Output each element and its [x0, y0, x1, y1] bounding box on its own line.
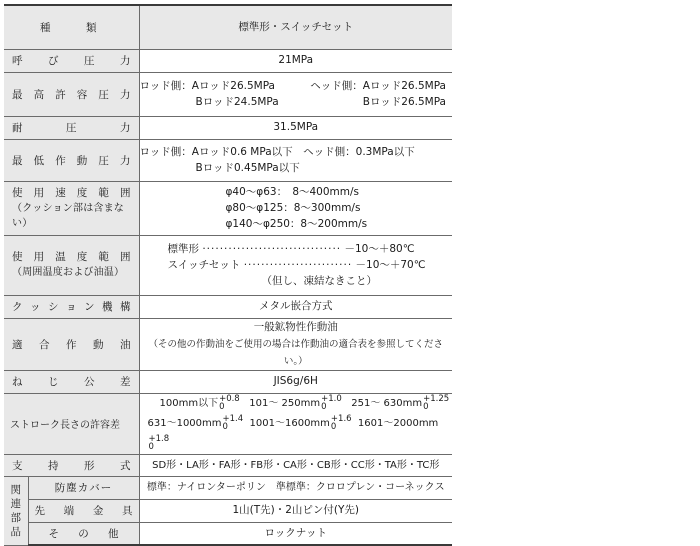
- text-header-label-0: 種: [40, 21, 51, 34]
- thread-tolerance-value: JIS6g/6H: [139, 370, 452, 393]
- text-rows-stroke-items-1-range: 101～ 250mm: [249, 397, 321, 409]
- text-rows-temp-note: （但し、凍結なきこと）: [261, 275, 377, 287]
- text-rows-thread-label-1: じ: [48, 376, 59, 388]
- speed-range-value: [139, 181, 452, 235]
- text-rows-min-op-label-3: 動: [76, 154, 88, 167]
- text-rows-max-allow-line1-a: ロッド側：Aロッド26.5MPa: [139, 80, 275, 92]
- text-rows-speed-sublabel: （クッション部は含まない）: [12, 202, 124, 229]
- text-rows-related-label-1: 連: [10, 497, 21, 510]
- text-rows-stroke-items-1-minus: 0: [321, 401, 327, 412]
- text-rows-nominal-label-1: び: [48, 55, 59, 67]
- text-rows-max-allow-label-1: 高: [33, 88, 45, 101]
- fluid-value: [139, 318, 452, 370]
- text-rows-fluid-note: （その他の作動油をご使用の場合は作動油の適合表を参照してください。）: [148, 338, 443, 367]
- row-min-operating-pressure: [4, 139, 452, 181]
- text-rows-cushion-label-1: ッ: [30, 301, 41, 313]
- stroke-tolerance-value: [139, 393, 452, 454]
- text-rows-related-other-label-0: そ: [48, 527, 59, 540]
- text-rows-nominal-label-0: 呼: [12, 55, 23, 67]
- header-label: [4, 5, 139, 49]
- text-rows-speed-lines-2: φ140～φ250：8～200mm/s: [225, 218, 368, 230]
- text-rows-stroke-items-4-minus: 0: [330, 421, 337, 432]
- text-rows-stroke-items-2-range: 251～ 630mm: [351, 397, 423, 409]
- text-rows-related-label-0: 関: [10, 483, 21, 496]
- text-rows-max-allow-label-4: 圧: [98, 88, 109, 101]
- boot-value: 標準：ナイロンターポリン 準標準：クロロプレン・コーネックス: [139, 476, 452, 499]
- text-rows-max-allow-line2-a: Bロッド24.5MPa: [195, 96, 279, 108]
- text-rows-max-allow-line2-b: Bロッド26.5MPa: [362, 96, 446, 108]
- text-rows-related-tip-label-2: 金: [92, 505, 104, 517]
- text-rows-cushion-label-6: 構: [120, 301, 131, 313]
- text-rows-stroke-items-0-minus: 0: [219, 401, 225, 412]
- text-rows-fluid-label-3: 動: [93, 338, 104, 351]
- text-rows-fluid-label-4: 油: [120, 338, 131, 351]
- text-rows-thread-label-3: 差: [120, 376, 131, 388]
- text-rows-proof-label-2: 力: [120, 122, 131, 134]
- text-rows-temp-sw-value: －10～＋70℃: [355, 259, 426, 271]
- text-rows-speed-label-0: 使: [12, 186, 23, 199]
- text-rows-max-allow-label-3: 容: [76, 88, 88, 101]
- row-cushion: [4, 295, 452, 318]
- text-rows-related-boot-label: 防塵カバー: [54, 482, 113, 494]
- text-rows-min-op-label-0: 最: [12, 154, 23, 167]
- text-rows-temp-sw-dots: ·························: [243, 259, 353, 271]
- proof-pressure-value: 31.5MPa: [139, 116, 452, 139]
- text-rows-min-op-line1: ロッド側：Aロッド0.6 MPa以下 ヘッド側：0.3MPa以下: [139, 146, 415, 158]
- text-rows-stroke-items-0-plus: +0.8: [219, 393, 240, 404]
- text-rows-nominal-label-3: 力: [120, 55, 131, 67]
- row-stroke-tolerance: [4, 393, 452, 454]
- row-fluid: [4, 318, 452, 370]
- text-rows-nominal-label-2: 圧: [84, 55, 95, 67]
- text-rows-support-label-0: 支: [12, 459, 23, 472]
- related-parts-label: [4, 476, 28, 545]
- text-rows-speed-label-5: 囲: [119, 186, 131, 199]
- text-rows-max-allow-label-5: 力: [119, 88, 131, 101]
- text-rows-stroke-items-0-range: 100mm以下: [159, 397, 219, 409]
- text-rows-temp-label-1: 用: [33, 251, 45, 263]
- text-rows-temp-sublabel: （周囲温度および油温）: [12, 267, 125, 278]
- text-rows-cushion-label-0: ク: [12, 301, 23, 313]
- text-rows-related-other-label-1: の: [78, 527, 89, 540]
- row-proof-pressure: [4, 116, 452, 139]
- header-value: 標準形・スイッチセット: [139, 5, 452, 49]
- text-rows-max-allow-label-2: 許: [55, 88, 66, 101]
- text-rows-stroke-items-4-plus: +1.6: [330, 413, 352, 424]
- text-rows-stroke-items-3-minus: 0: [222, 421, 228, 432]
- text-rows-stroke-items-2-minus: 0: [423, 401, 429, 412]
- text-rows-stroke-items-5-range: 1601～2000mm: [357, 417, 439, 429]
- text-rows-temp-label-4: 範: [98, 251, 109, 263]
- cushion-value: メタル嵌合方式: [139, 295, 452, 318]
- text-rows-stroke-items-5-plus: +1.8: [148, 433, 170, 444]
- text-rows-speed-label-4: 範: [98, 186, 109, 199]
- text-rows-stroke-items-3-range: 631～1000mm: [147, 417, 222, 429]
- text-rows-min-op-label-5: 力: [119, 154, 131, 167]
- text-rows-speed-lines-1: φ80～φ125：8～300mm/s: [225, 202, 361, 214]
- spec-table: [4, 4, 452, 546]
- min-operating-pressure-value: [139, 139, 452, 181]
- text-rows-min-op-label-2: 作: [55, 154, 66, 167]
- text-rows-temp-label-2: 温: [55, 251, 66, 263]
- text-rows-speed-label-3: 度: [76, 186, 88, 199]
- row-thread-tolerance: [4, 370, 452, 393]
- text-rows-proof-label-0: 耐: [12, 122, 23, 134]
- text-rows-fluid-value: 一般鉱物性作動油: [253, 320, 338, 333]
- text-rows-temp-std-label: 標準形: [167, 243, 199, 255]
- text-rows-cushion-label-3: ョ: [66, 301, 77, 313]
- text-rows-min-op-label-4: 圧: [98, 154, 109, 167]
- text-rows-proof-label-1: 圧: [66, 122, 77, 134]
- header-row: [4, 5, 452, 49]
- text-rows-support-label-2: 形: [84, 459, 95, 472]
- text-rows-thread-label-0: ね: [12, 376, 23, 388]
- boot-label: [28, 476, 139, 499]
- max-allowable-pressure-value: [139, 72, 452, 116]
- row-related-boot: [4, 476, 452, 499]
- text-rows-related-other-label-2: 他: [108, 527, 119, 540]
- text-rows-speed-label-1: 用: [33, 186, 45, 199]
- text-rows-min-op-line2: Bロッド0.45MPa以下: [195, 162, 300, 174]
- support-type-value: SD形・LA形・FA形・FB形・CA形・CB形・CC形・TA形・TC形: [139, 454, 452, 476]
- text-rows-cushion-label-5: 機: [102, 301, 113, 313]
- text-rows-temp-sw-label: スイッチセット: [167, 259, 241, 271]
- text-rows-related-label-2: 部: [10, 511, 21, 524]
- text-rows-cushion-label-4: ン: [84, 301, 95, 313]
- row-related-other: [4, 522, 452, 545]
- text-rows-stroke-items-3-plus: +1.4: [222, 413, 244, 424]
- text-rows-min-op-label-1: 低: [33, 154, 45, 167]
- text-rows-fluid-label-1: 合: [39, 338, 50, 351]
- tip-value: 1山(T先)・2山ピン付(Y先): [139, 499, 452, 522]
- text-rows-temp-label-5: 囲: [119, 251, 131, 263]
- text-rows-cushion-label-2: シ: [48, 301, 59, 313]
- text-rows-support-label-3: 式: [120, 459, 131, 472]
- other-value: ロックナット: [139, 522, 452, 545]
- row-max-allowable-pressure: [4, 72, 452, 116]
- text-rows-related-tip-label-1: 端: [63, 505, 75, 517]
- text-rows-max-allow-label-0: 最: [12, 88, 23, 101]
- text-rows-fluid-label-0: 適: [12, 338, 23, 351]
- text-rows-temp-std-dots: ································: [202, 243, 342, 255]
- text-rows-related-label-3: 品: [10, 525, 21, 538]
- row-temperature-range: [4, 235, 452, 295]
- text-rows-stroke-label: ストローク長さの許容差: [4, 393, 139, 454]
- text-rows-related-tip-label-0: 先: [34, 505, 45, 517]
- nominal-pressure-value: 21MPa: [139, 49, 452, 72]
- text-rows-temp-std-value: －10～＋80℃: [344, 243, 415, 255]
- row-speed-range: [4, 181, 452, 235]
- text-rows-stroke-items-4-range: 1001～1600mm: [249, 417, 330, 429]
- text-rows-thread-label-2: 公: [84, 376, 95, 388]
- text-rows-speed-lines-0: φ40～φ63： 8～400mm/s: [225, 186, 360, 198]
- row-support-type: [4, 454, 452, 476]
- row-nominal-pressure: [4, 49, 452, 72]
- text-header-label-1: 類: [86, 21, 97, 34]
- text-rows-temp-label-0: 使: [12, 251, 23, 263]
- text-rows-temp-label-3: 度: [76, 251, 88, 263]
- text-rows-stroke-items-1-plus: +1.0: [321, 393, 342, 404]
- text-rows-stroke-items-2-plus: +1.25: [423, 393, 450, 404]
- temperature-range-value: [139, 235, 452, 295]
- text-rows-speed-label-2: 速: [55, 186, 66, 199]
- text-rows-related-tip-label-3: 具: [121, 505, 133, 517]
- text-rows-fluid-label-2: 作: [66, 338, 77, 351]
- text-rows-max-allow-line1-b: ヘッド側：Aロッド26.5MPa: [310, 80, 446, 92]
- row-related-tip: [4, 499, 452, 522]
- text-rows-stroke-items-5-minus: 0: [148, 441, 154, 452]
- text-rows-support-label-1: 持: [48, 459, 59, 472]
